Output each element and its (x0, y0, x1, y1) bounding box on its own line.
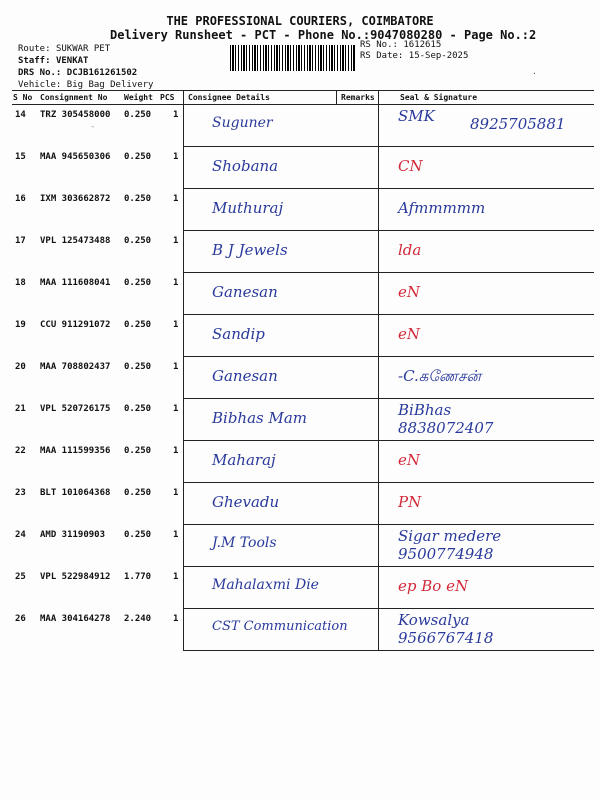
column-divider (183, 189, 184, 231)
column-divider (183, 273, 184, 315)
column-divider (183, 567, 184, 609)
consignment-cell: MAA 111599356 (40, 446, 111, 456)
col-pcs-header: PCS (160, 93, 175, 102)
table-row (0, 525, 600, 567)
row-rule (183, 650, 594, 651)
column-divider (378, 147, 379, 189)
column-divider (378, 399, 379, 441)
signature-handwriting: eN (398, 451, 421, 469)
company-name: THE PROFESSIONAL COURIERS, COIMBATORE (166, 14, 434, 28)
pcs-cell: 1 (173, 278, 179, 288)
drs-value: DCJB161261502 (66, 68, 138, 78)
column-divider (183, 609, 184, 651)
signature-handwriting: PN (398, 493, 422, 511)
table-row (0, 399, 600, 441)
pcs-cell: 1 (173, 236, 179, 246)
col-consignment-header: Consignment No (40, 93, 108, 102)
weight-cell: 0.250 (124, 530, 152, 540)
drs-label: DRS No.: (18, 68, 62, 78)
weight-cell: 0.250 (124, 404, 152, 414)
signature-phone: 9566767418 (398, 629, 494, 647)
column-divider (183, 315, 184, 357)
pcs-cell: 1 (173, 362, 179, 372)
consignment-cell: VPL 522984912 (40, 572, 111, 582)
pcs-cell: 1 (173, 152, 179, 162)
col-weight-header: Weight (124, 93, 153, 102)
sno-cell: 22 (15, 446, 26, 456)
table-row (0, 147, 600, 189)
vehicle-value: Big Bag Delivery (66, 80, 154, 90)
sno-cell: 25 (15, 572, 26, 582)
column-divider (378, 483, 379, 525)
weight-cell: 0.250 (124, 152, 152, 162)
sno-cell: 20 (15, 362, 26, 372)
table-row (0, 231, 600, 273)
route-line (18, 44, 110, 54)
staff-line (18, 56, 88, 66)
drs-line (18, 68, 137, 78)
weight-cell: 1.770 (124, 572, 152, 582)
table-row (0, 441, 600, 483)
sno-cell: 21 (15, 404, 26, 414)
signature-handwriting: eN (398, 283, 421, 301)
staff-value: VENKAT (55, 56, 89, 66)
vehicle-line (18, 80, 153, 90)
sno-cell: 18 (15, 278, 26, 288)
header-top-rule (12, 90, 594, 91)
rs-number (360, 40, 441, 50)
column-divider (183, 231, 184, 273)
vehicle-label: Vehicle: (18, 80, 62, 90)
pcs-cell: 1 (173, 488, 179, 498)
consignment-cell: MAA 708802437 (40, 362, 111, 372)
signature-handwriting: eN (398, 325, 421, 343)
table-row (0, 315, 600, 357)
consignee-handwriting: Muthuraj (212, 199, 284, 217)
consignment-cell: VPL 125473488 (40, 236, 111, 246)
header-divider-consignee (183, 90, 184, 104)
consignment-cell: MAA 945650306 (40, 152, 111, 162)
pcs-cell: 1 (173, 110, 179, 120)
consignment-cell: VPL 520726175 (40, 404, 111, 414)
weight-cell: 0.250 (124, 362, 152, 372)
consignment-cell: CCU 911291072 (40, 320, 111, 330)
consignee-handwriting: Bibhas Mam (212, 409, 308, 427)
col-seal-header: Seal & Signature (400, 93, 478, 102)
signature-handwriting: BiBhas (398, 401, 452, 419)
signature-handwriting: Afmmmmm (398, 199, 486, 217)
rs-date-value: 15-Sep-2025 (408, 51, 469, 61)
column-divider (378, 273, 379, 315)
sno-cell: 23 (15, 488, 26, 498)
column-divider (183, 399, 184, 441)
signature-handwriting: Kowsalya (398, 611, 470, 629)
rs-number-value: 1612615 (403, 40, 442, 50)
sno-cell: 17 (15, 236, 26, 246)
header-divider-seal (378, 90, 379, 104)
column-divider (378, 231, 379, 273)
consignment-cell: TRZ 305458000 (40, 110, 111, 120)
weight-cell: 2.240 (124, 614, 152, 624)
consignee-handwriting: J.M Tools (212, 535, 277, 551)
col-consignee-header: Consignee Details (188, 93, 270, 102)
signature-phone: 9500774948 (398, 545, 494, 563)
barcode (230, 45, 355, 71)
consignee-handwriting: Shobana (212, 157, 279, 175)
signature-phone: 8838072407 (398, 419, 494, 437)
consignee-handwriting: Maharaj (212, 451, 276, 469)
sno-cell: 24 (15, 530, 26, 540)
rs-date (360, 51, 468, 61)
weight-cell: 0.250 (124, 320, 152, 330)
consignee-handwriting: Ganesan (212, 283, 278, 301)
column-divider (378, 315, 379, 357)
column-divider (378, 441, 379, 483)
consignee-handwriting: Mahalaxmi Die (212, 577, 319, 593)
stray-mark: . (532, 67, 537, 76)
table-row (0, 483, 600, 525)
column-divider (378, 609, 379, 651)
signature-handwriting: SMK (398, 107, 435, 125)
table-row (0, 189, 600, 231)
runsheet-title: Delivery Runsheet - PCT - Phone No.:9047080280 - Page No.:2 (110, 28, 537, 42)
table-row (0, 357, 600, 399)
column-divider (183, 147, 184, 189)
column-divider (378, 357, 379, 399)
weight-cell: 0.250 (124, 488, 152, 498)
consignee-handwriting: B J Jewels (212, 241, 288, 259)
table-row (0, 105, 600, 147)
table-row (0, 567, 600, 609)
col-remarks-header: Remarks (341, 93, 375, 102)
column-divider (183, 525, 184, 567)
consignee-handwriting: Suguner (212, 115, 273, 131)
rs-number-label: RS No.: (360, 40, 398, 50)
pcs-cell: 1 (173, 614, 179, 624)
consignee-handwriting: Ghevadu (212, 493, 280, 511)
signature-handwriting: -C.கணேசன் (398, 367, 481, 385)
sno-cell: 19 (15, 320, 26, 330)
table-row (0, 609, 600, 651)
table-row (0, 273, 600, 315)
staff-label: Staff: (18, 56, 51, 66)
weight-cell: 0.250 (124, 278, 152, 288)
pcs-cell: 1 (173, 530, 179, 540)
pcs-cell: 1 (173, 320, 179, 330)
signature-handwriting: lda (398, 241, 422, 259)
sno-cell: 15 (15, 152, 26, 162)
pcs-cell: 1 (173, 404, 179, 414)
consignee-handwriting: CST Communication (212, 619, 348, 634)
signature-handwriting: Sigar medere (398, 527, 502, 545)
signature-handwriting: CN (398, 157, 423, 175)
pcs-cell: 1 (173, 446, 179, 456)
header-divider-remarks (336, 90, 337, 104)
consignee-handwriting: Sandip (212, 325, 265, 343)
column-divider (378, 567, 379, 609)
consignment-cell: IXM 303662872 (40, 194, 111, 204)
column-divider (378, 525, 379, 567)
consignment-cell: MAA 111608041 (40, 278, 111, 288)
rs-date-label: RS Date: (360, 51, 404, 61)
consignee-handwriting: Ganesan (212, 367, 278, 385)
col-sno-header: S No (13, 93, 33, 102)
consignment-cell: AMD 31190903 (40, 530, 106, 540)
pcs-cell: 1 (173, 572, 179, 582)
sno-cell: 14 (15, 110, 26, 120)
signature-phone: 8925705881 (470, 115, 566, 133)
signature-handwriting: ep Bo eN (398, 577, 469, 595)
route-value: SUKWAR PET (55, 44, 111, 54)
column-divider (378, 105, 379, 147)
consignment-cell: BLT 101064368 (40, 488, 111, 498)
column-divider (183, 357, 184, 399)
sno-cell: 16 (15, 194, 26, 204)
column-divider (378, 189, 379, 231)
pcs-cell: 1 (173, 194, 179, 204)
column-divider (183, 483, 184, 525)
column-divider (183, 105, 184, 147)
column-divider (183, 441, 184, 483)
sno-cell: 26 (15, 614, 26, 624)
consignment-cell: MAA 304164278 (40, 614, 111, 624)
weight-cell: 0.250 (124, 194, 152, 204)
route-label: Route: (18, 44, 51, 54)
weight-cell: 0.250 (124, 446, 152, 456)
dash-mark: - (90, 122, 96, 132)
weight-cell: 0.250 (124, 110, 152, 120)
weight-cell: 0.250 (124, 236, 152, 246)
